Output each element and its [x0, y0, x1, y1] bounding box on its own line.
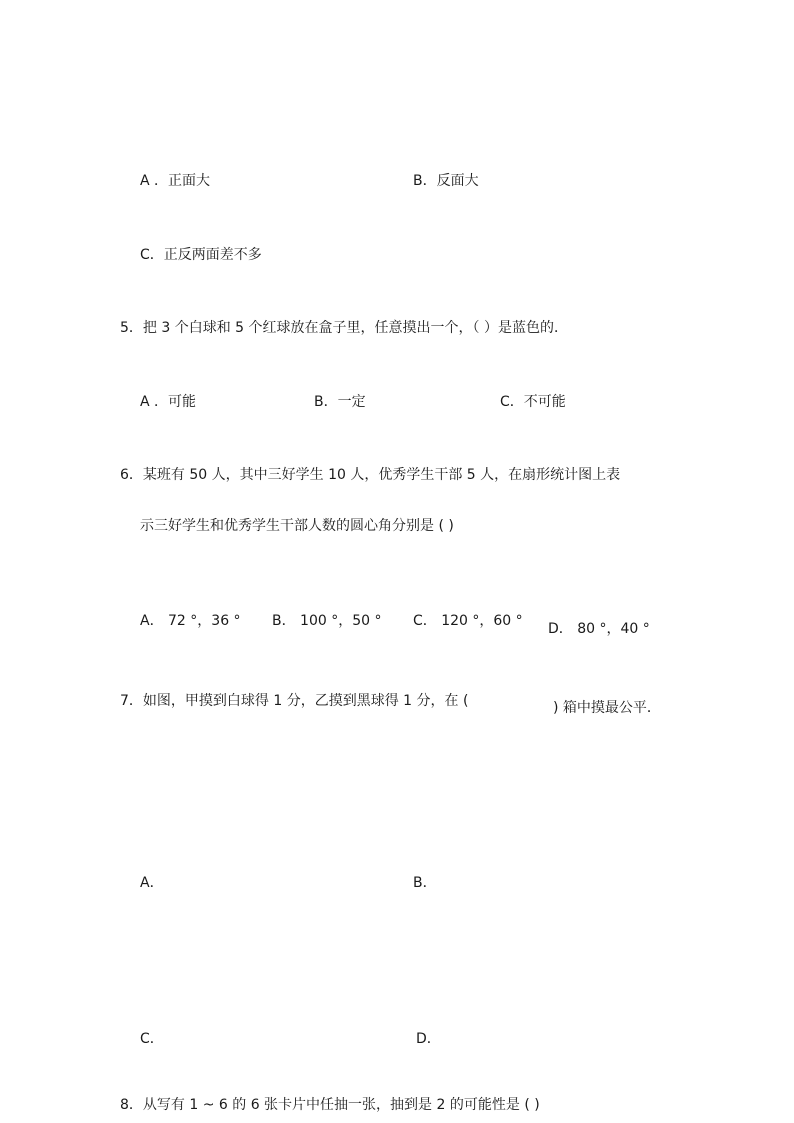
q6-stem-line-1: 6．某班有 50 人，其中三好学生 10 人，优秀学生干部 5 人，在扇形统计图上表	[120, 467, 621, 483]
q6-option-d: D． 80 °，40 °	[548, 621, 650, 637]
q8-stem: 8．从写有 1 ~ 6 的 6 张卡片中任抽一张，抽到是 2 的可能性是 ( )	[120, 1097, 540, 1113]
q7-option-a: A．	[140, 875, 164, 891]
q7-stem-part-1: 7．如图，甲摸到白球得 1 分，乙摸到黑球得 1 分，在 (	[120, 693, 469, 709]
q6-option-b: B． 100 °，50 °	[272, 613, 382, 629]
q7-option-b: B．	[413, 875, 437, 891]
q4-option-b: B．反面大	[413, 173, 479, 189]
q5-stem: 5．把 3 个白球和 5 个红球放在盒子里，任意摸出一个，（ ）是蓝色的．	[120, 320, 568, 336]
q7-option-c: C．	[140, 1031, 164, 1047]
q6-option-c: C． 120 °，60 °	[413, 613, 523, 629]
q4-option-c: C．正反两面差不多	[140, 247, 262, 263]
q5-option-b: B．一定	[314, 394, 366, 410]
q6-option-a: A． 72 °，36 °	[140, 613, 241, 629]
q7-stem-part-2: ) 箱中摸最公平．	[553, 700, 661, 716]
q4-option-a: A ．正面大	[140, 173, 211, 189]
q5-option-a: A ．可能	[140, 394, 197, 410]
q5-option-c: C．不可能	[500, 394, 566, 410]
q6-stem-line-2: 示三好学生和优秀学生干部人数的圆心角分别是 ( )	[140, 518, 454, 534]
q7-option-d: D．	[416, 1031, 441, 1047]
